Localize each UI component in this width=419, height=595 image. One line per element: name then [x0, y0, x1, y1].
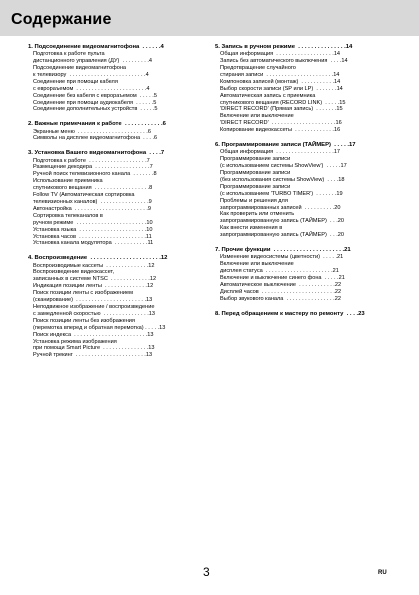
- toc-entry[interactable]: ручном режиме . . . . . . . . . . . . . . . . . . . . . . .10: [33, 219, 153, 226]
- toc-entry[interactable]: Предотвращение случайного: [220, 65, 296, 72]
- toc-section-title[interactable]: 3. Установка Вашего видеомагнитофона . . . .7: [28, 150, 165, 157]
- toc-entry[interactable]: Соединение дополнительных устройств . . . . .5: [33, 106, 158, 113]
- toc-section: [28, 255, 203, 359]
- toc-entry[interactable]: Включение и выключение синего фона . . . . .21: [220, 274, 345, 281]
- toc-entry[interactable]: Установка часов . . . . . . . . . . . . . . . . . . . . . .11: [33, 233, 152, 240]
- page-title: Содержание: [11, 11, 112, 28]
- toc-section: [215, 142, 390, 239]
- toc-section: [215, 247, 390, 303]
- toc-entry[interactable]: спутникового вещания . . . . . . . . . . . . . . . . . .8: [33, 185, 153, 192]
- toc-entry[interactable]: Символы на дисплее видеомагнитофона . . . .6: [33, 135, 158, 142]
- toc-entry[interactable]: Ручной поиск телевизионного канала . . . . . . .8: [33, 171, 157, 178]
- toc-entry[interactable]: (сканирование) . . . . . . . . . . . . . . . . . . . . . . .13: [33, 297, 153, 304]
- toc-entry[interactable]: телевизионных каналов) . . . . . . . . . . . . . . . .9: [33, 199, 152, 206]
- toc-entry[interactable]: Установка канала модулятора . . . . . . . . . . .11: [33, 240, 154, 247]
- toc-entry[interactable]: Использование приемника: [33, 178, 103, 185]
- toc-entry[interactable]: Выбор звукового канала . . . . . . . . . . . . . . . .22: [220, 295, 341, 302]
- toc-entry[interactable]: запрограммированную запись (ТАЙМЕР) . . .20: [220, 218, 344, 225]
- toc-entry[interactable]: спутникового вещания (RECORD LINK) . . . . .15: [220, 99, 346, 106]
- toc-entry[interactable]: Как проверить или отменить: [220, 211, 295, 218]
- toc-entry[interactable]: Установка режима изображения: [33, 338, 117, 345]
- toc-entry[interactable]: Поиск позиции ленты без изображения: [33, 317, 135, 324]
- toc-section-title[interactable]: 6. Программирование записи (ТАЙМЕР) . . . . .17: [215, 142, 356, 149]
- language-mark: RU: [378, 570, 387, 576]
- toc-section-title[interactable]: 1. Подсоединение видеомагнитофона . . . . . .4: [28, 44, 164, 50]
- toc-entry[interactable]: Включение или выключение: [220, 113, 294, 120]
- toc-entry[interactable]: Сортировка телеканалов в: [33, 212, 103, 219]
- page-number: 3: [203, 565, 210, 579]
- toc-entry[interactable]: Общая информация . . . . . . . . . . . . . . . . . . .17: [220, 149, 341, 156]
- toc-entry[interactable]: Дисплей часов . . . . . . . . . . . . . . . . . . . . . . . .22: [220, 288, 342, 295]
- toc-entry[interactable]: 'DIRECT RECORD' . . . . . . . . . . . . . . . . . . . . .16: [220, 120, 342, 127]
- toc-entry[interactable]: Соединение при помощи кабеля: [33, 78, 118, 85]
- toc-entry[interactable]: с замедленной скоростью . . . . . . . . . . . . . . .13: [33, 310, 155, 317]
- toc-right-column: [215, 44, 390, 326]
- toc-entry[interactable]: Программирование записи: [220, 156, 291, 163]
- toc-entry[interactable]: Размещение декодера . . . . . . . . . . . . . . . . . .7: [33, 164, 153, 171]
- toc-entry[interactable]: Проблемы и решения для: [220, 197, 288, 204]
- toc-entry[interactable]: Подсоединение видеомагнитофона: [33, 65, 127, 72]
- toc-entry[interactable]: (с использованием 'TURBO TIMER') . . . . . . .19: [220, 190, 343, 197]
- toc-entry[interactable]: Подготовка к работе . . . . . . . . . . . . . . . . . . .7: [33, 157, 150, 164]
- toc-entry[interactable]: дистанционного управления (ДУ) . . . . . . . . .4: [33, 58, 153, 65]
- toc-entry[interactable]: Ручной трекинг . . . . . . . . . . . . . . . . . . . . . . .13: [33, 352, 153, 359]
- toc-entry[interactable]: Изменение видеосистемы (цветности) . . . . .21: [220, 254, 344, 261]
- toc-entry[interactable]: Воспроизведение видеокассет,: [33, 269, 115, 276]
- toc-entry[interactable]: Выбор скорости записи (SP или LP) . . . . . . .14: [220, 85, 343, 92]
- toc-entry[interactable]: Программирование записи: [220, 170, 291, 176]
- toc-entry[interactable]: (перемотка вперед и обратная перемотка) . . . . .13: [33, 324, 166, 331]
- toc-entry[interactable]: Подготовка к работе пульта: [33, 51, 105, 58]
- toc-entry[interactable]: Индикация позиции ленты . . . . . . . . . . . . . .12: [33, 283, 154, 290]
- toc-section-title[interactable]: 8. Перед обращением к мастеру по ремонту . . . .23: [215, 310, 365, 317]
- toc-left-column: [28, 44, 203, 367]
- toc-entry[interactable]: к телевизору . . . . . . . . . . . . . . . . . . . . . . . . .4: [33, 71, 149, 78]
- toc-entry[interactable]: Поиск позиции ленты с изображением: [33, 290, 133, 297]
- toc-section: [215, 311, 390, 318]
- toc-entry[interactable]: Общая информация . . . . . . . . . . . . . . . . . . .14: [220, 51, 341, 58]
- toc-entry[interactable]: (без использования системы ShowView) . . . .18: [220, 176, 345, 183]
- toc-entry[interactable]: Поиск индекса . . . . . . . . . . . . . . . . . . . . . . . .13: [33, 331, 154, 338]
- toc-section: [28, 121, 203, 142]
- toc-entry[interactable]: Как внести изменения в: [220, 225, 283, 232]
- toc-entry[interactable]: Копирование видеокассеты . . . . . . . . . . . . .16: [220, 127, 341, 134]
- toc-entry[interactable]: Экранные меню . . . . . . . . . . . . . . . . . . . . . . .6: [33, 128, 151, 135]
- toc-entry[interactable]: Компоновка записей (монтаж) . . . . . . . . . . .14: [220, 78, 341, 85]
- toc-entry[interactable]: запрограммированную запись (ТАЙМЕР) . . .20: [220, 232, 344, 239]
- toc-entry[interactable]: Установка языка . . . . . . . . . . . . . . . . . . . . . .10: [33, 226, 153, 233]
- toc-entry[interactable]: при помощи Smart Picture . . . . . . . . . . . . . . .13: [33, 345, 155, 352]
- toc-entry[interactable]: Включение или выключение: [220, 261, 294, 268]
- toc-entry[interactable]: Автоматическое выключение . . . . . . . . . . . .22: [220, 281, 342, 288]
- toc-entry[interactable]: записанных в системе NTSC . . . . . . . . . . . . .12: [33, 276, 157, 283]
- toc-section: [28, 44, 203, 113]
- toc-entry[interactable]: (с использованием системы ShowView') . . . . .17: [220, 163, 347, 170]
- toc-section: [28, 150, 203, 247]
- toc-section-title[interactable]: 5. Запись в ручном режиме . . . . . . . . . . . . . . .14: [215, 44, 353, 50]
- toc-entry[interactable]: 'DIRECT RECORD' (Прямая запись) . . . . . . .15: [220, 106, 343, 113]
- toc-entry[interactable]: Автоматическая запись с приемника: [220, 92, 316, 99]
- toc-entry[interactable]: с еврораъемом . . . . . . . . . . . . . . . . . . . . . . .4: [33, 85, 150, 92]
- toc-entry[interactable]: Воспроизводимые кассеты . . . . . . . . . . . . . .12: [33, 262, 155, 269]
- toc-entry[interactable]: Неподвижное изображение / воспроизведение: [33, 304, 155, 310]
- toc-entry[interactable]: Автонастройка . . . . . . . . . . . . . . . . . . . . . . . .9: [33, 205, 152, 212]
- toc-entry[interactable]: Соединение при помощи аудиокабеля . . . . . .5: [33, 99, 157, 106]
- toc-section-title[interactable]: 7. Прочие функции . . . . . . . . . . . . . . . . . . . . . .21: [215, 247, 351, 254]
- toc-section-title[interactable]: 4. Воспроизведение . . . . . . . . . . . . . . . . . . . . . .12: [28, 255, 168, 262]
- toc-entry[interactable]: Follow TV (Автоматическая сортировка: [33, 192, 135, 199]
- toc-entry[interactable]: запрограммированных записей . . . . . . . . . .20: [220, 204, 341, 211]
- toc-entry[interactable]: дисплея статуса . . . . . . . . . . . . . . . . . . . . . .21: [220, 268, 339, 275]
- toc-entry[interactable]: стирания записи . . . . . . . . . . . . . . . . . . . . . .14: [220, 71, 340, 78]
- toc-section: [215, 44, 390, 134]
- toc-entry[interactable]: Программирование записи: [220, 183, 291, 190]
- toc-entry[interactable]: Запись без автоматического выключения . . . .14: [220, 58, 348, 65]
- toc-entry[interactable]: Соединение без кабеля с еврораъемом . . . . .5: [33, 92, 157, 99]
- toc-section-title[interactable]: 2. Важные примечания к работе . . . . . . . . . . . .6: [28, 121, 166, 128]
